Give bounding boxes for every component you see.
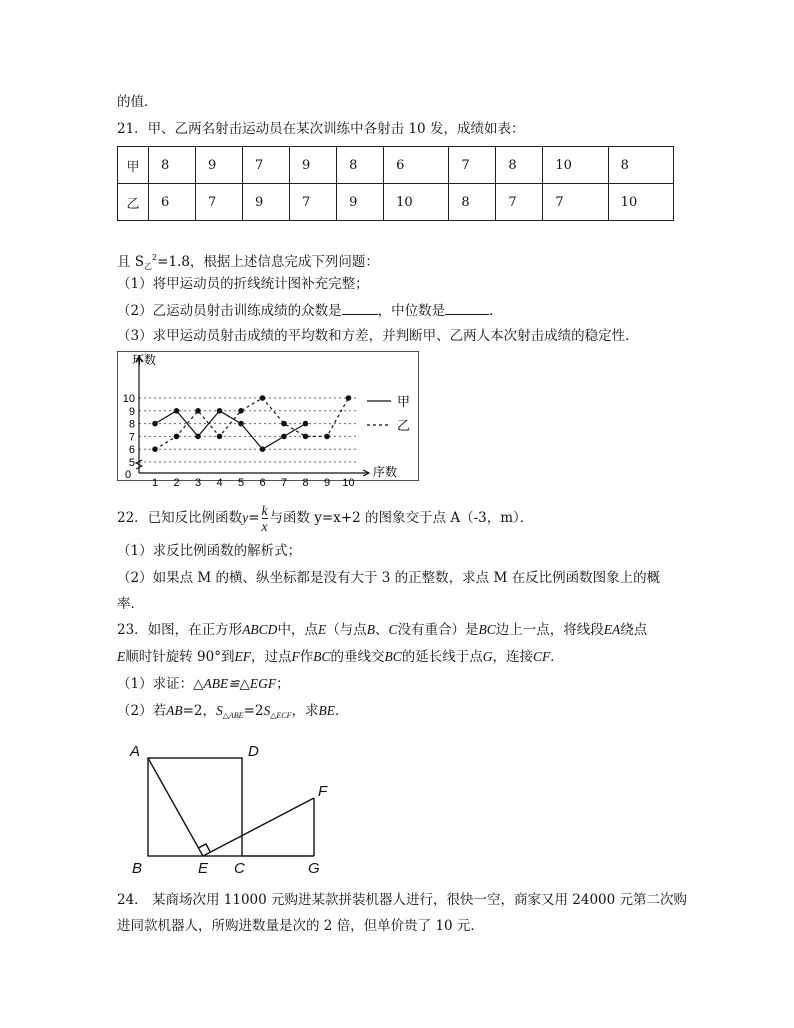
label-e: E <box>198 860 209 877</box>
data-point <box>238 408 244 414</box>
table-cell: 9 <box>196 147 243 184</box>
data-point <box>195 434 201 440</box>
data-point <box>195 408 201 414</box>
x-tick-label: 2 <box>173 477 180 490</box>
y-tick-label: 8 <box>128 418 135 431</box>
table-cell: 8 <box>337 147 384 184</box>
score-table <box>117 146 674 221</box>
data-point <box>174 408 180 414</box>
label-a: A <box>130 743 141 760</box>
table-cell: 8 <box>149 147 196 184</box>
table-cell: 8 <box>496 147 543 184</box>
q23-part1: （1）求证：△ABE≌△EGF； <box>117 676 290 692</box>
table-cell: 7 <box>496 184 543 221</box>
answer-blank-median[interactable] <box>445 300 489 315</box>
table-cell: 7 <box>196 184 243 221</box>
data-point <box>217 408 223 414</box>
line-chart <box>117 351 419 490</box>
data-point <box>281 421 287 427</box>
prev-question-tail: 的值． <box>117 94 158 110</box>
table-cell: 10 <box>384 184 449 221</box>
data-point <box>260 395 266 401</box>
label-g: G <box>308 860 320 877</box>
data-point <box>238 421 244 427</box>
data-point <box>217 434 223 440</box>
label-b: B <box>132 860 143 877</box>
q21-part3: （3）求甲运动员射击成绩的平均数和方差，并判断甲、乙两人本次射击成绩的稳定性． <box>117 328 639 344</box>
label-f: F <box>318 783 328 800</box>
table-cell: 8 <box>449 184 496 221</box>
table-cell: 9 <box>337 184 384 221</box>
q22-part1: （1）求反比例函数的解析式； <box>117 543 302 559</box>
q21-variance-line: 且 $S_乙^2=1.8$，根据上述信息完成下列问题： <box>117 253 379 271</box>
data-point <box>260 446 266 452</box>
x-tick-label: 8 <box>302 477 309 490</box>
x-tick-label: 4 <box>216 477 223 490</box>
segment-ae <box>148 758 203 856</box>
data-point <box>152 446 158 452</box>
data-point <box>281 434 287 440</box>
q23-stem-2: E顺时针旋转 90°到EF，过点F作BC的垂线交BC的延长线于点G，连接CF． <box>117 649 564 665</box>
series-line-jia <box>155 411 306 449</box>
y-tick-label: 10 <box>122 393 135 405</box>
legend-label: 乙 <box>397 418 411 433</box>
row-header: 乙 <box>118 184 149 221</box>
q23-stem-1: 23．如图，在正方形ABCD中，点E（与点B、C没有重合）是BC边上一点，将线段EA绕点 <box>117 622 648 638</box>
x-tick-label: 6 <box>259 477 266 490</box>
answer-blank-mode[interactable] <box>342 300 378 315</box>
x-tick-label: 1 <box>151 477 159 490</box>
table-cell: 10 <box>608 184 673 221</box>
y-tick-label: 6 <box>128 444 135 457</box>
data-point <box>303 434 309 440</box>
y-axis-label: 环数 <box>132 353 157 367</box>
table-cell: 7 <box>449 147 496 184</box>
q21-stem: 21．甲、乙两名射击运动员在某次训练中各射击 10 发，成绩如表： <box>117 121 525 137</box>
table-row <box>118 147 674 184</box>
table-cell: 8 <box>608 147 673 184</box>
legend-label: 甲 <box>397 394 411 409</box>
q24-stem-1: 24． 某商场次用 11000 元购进某款拼装机器人进行，很快一空，商家又用 24000 元第二次购 <box>117 892 688 908</box>
label-c: C <box>234 860 245 877</box>
q21-part1: （1）将甲运动员的折线统计图补充完整； <box>117 276 369 292</box>
data-point <box>324 434 330 440</box>
x-tick-label: 10 <box>342 477 355 490</box>
origin-label: 0 <box>125 469 132 481</box>
data-point <box>303 421 309 427</box>
table-cell: 7 <box>243 147 290 184</box>
x-tick-label: 5 <box>237 477 245 490</box>
geometry-figure <box>120 738 340 880</box>
q23-part2: （2）若AB=2，$S_{\triangle ABE}=2S_{\triangle ECF}$，求BE． <box>117 703 349 720</box>
y-tick-label: 5 <box>128 457 135 469</box>
q22-part2-cont: 率． <box>117 596 144 612</box>
table-cell: 10 <box>543 147 608 184</box>
y-tick-label: 7 <box>128 431 135 444</box>
q21-part2: （2）乙运动员射击训练成绩的众数是 ，中位数是 ． <box>117 300 503 321</box>
axis-break <box>136 460 142 469</box>
x-tick-label: 3 <box>194 477 202 490</box>
y-tick-label: 9 <box>128 405 135 418</box>
data-point <box>152 421 158 427</box>
x-tick-label: 9 <box>323 477 331 490</box>
q24-stem-2: 进同款机器人，所购进数量是次的 2 倍，但单价贵了 10 元． <box>117 918 484 934</box>
label-d: D <box>248 743 259 760</box>
segment-ef <box>203 798 314 856</box>
table-cell: 7 <box>290 184 337 221</box>
table-cell: 6 <box>384 147 449 184</box>
fraction-k-over-x: $\frac{k}{x}$ <box>261 503 268 534</box>
data-point <box>174 434 180 440</box>
table-cell: 6 <box>149 184 196 221</box>
table-cell: 9 <box>243 184 290 221</box>
table-row <box>118 184 674 221</box>
data-point <box>346 395 352 401</box>
q22-stem: 22．已知反比例函数y= $\frac{k}{x}$ 与函数 y=x+2 的图象交于点 A（-3，m）． <box>117 503 534 534</box>
table-cell: 7 <box>543 184 608 221</box>
x-tick-label: 7 <box>280 477 288 490</box>
q22-part2: （2）如果点 M 的横、纵坐标都是没有大于 3 的正整数，求点 M 在反比例函数图象上的概 <box>117 570 661 586</box>
row-header: 甲 <box>118 147 149 184</box>
chart-frame <box>118 352 419 481</box>
x-axis-label: 序数 <box>373 465 398 479</box>
table-cell: 9 <box>290 147 337 184</box>
